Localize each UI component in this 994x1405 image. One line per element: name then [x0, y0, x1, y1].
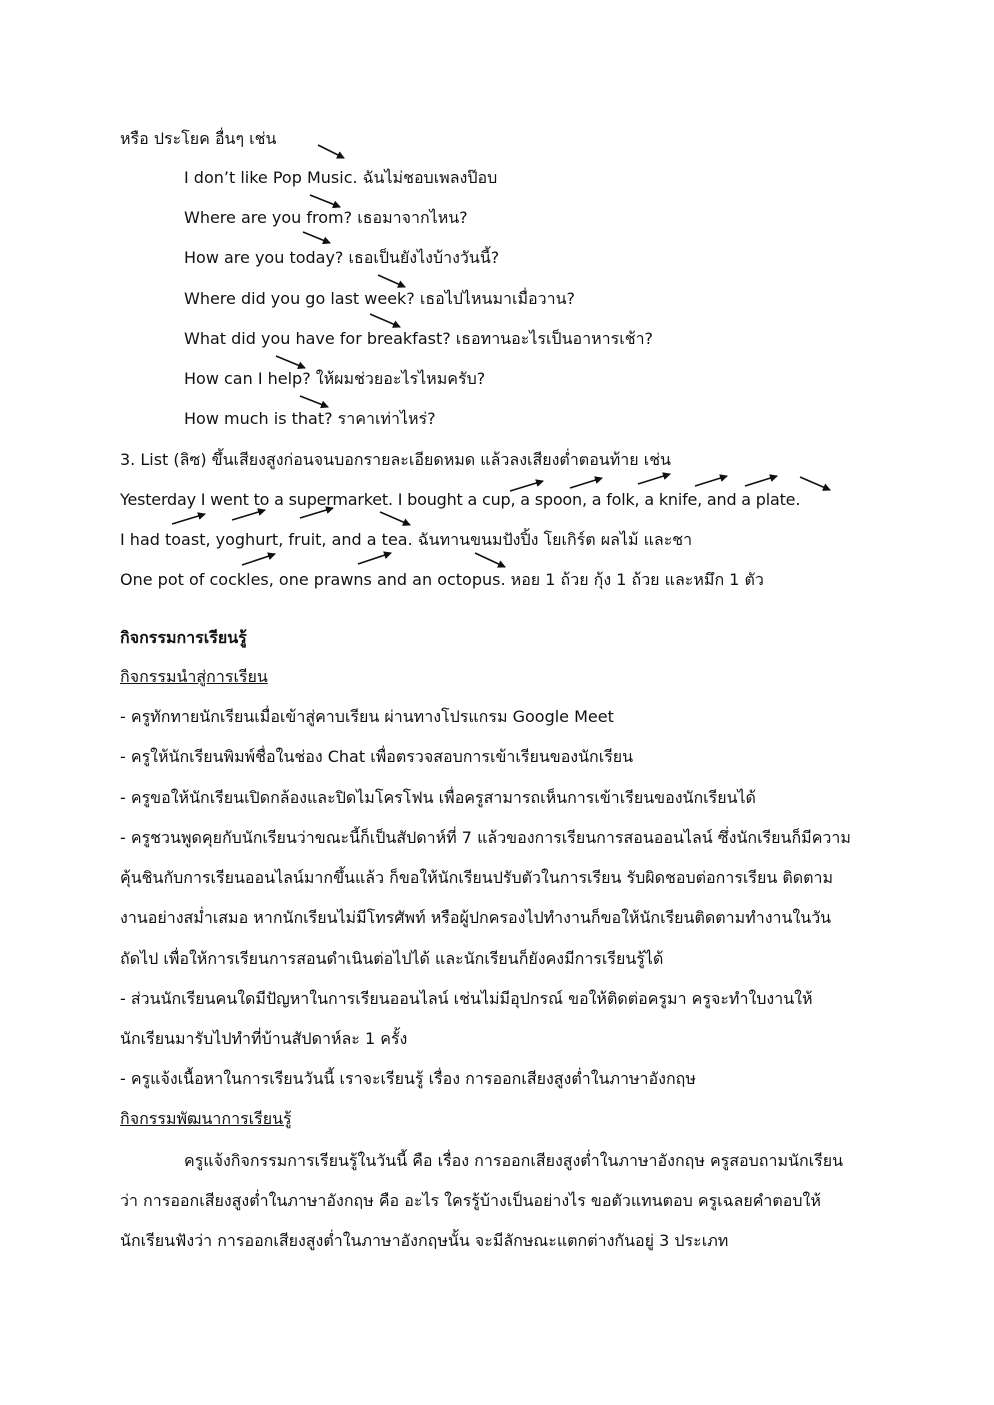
example-line: How much is that? ราคาเท่าไหร่?: [184, 409, 436, 428]
subheading-development-activity: กิจกรรมพัฒนาการเรียนรู้: [120, 1109, 292, 1128]
rising-arrow: [570, 478, 602, 488]
list-example-line: Yesterday I went to a supermarket. I bought a cup, a spoon, a folk, a knife, and a plate.: [120, 490, 801, 509]
example-line: Where did you go last week? เธอไปไหนมาเมื่อวาน?: [184, 289, 576, 308]
rising-arrow: [745, 476, 777, 486]
falling-arrow: [378, 275, 405, 287]
list-heading: 3. List (ลิซ) ขึ้นเสียงสูงก่อนจนบอกรายละเอียดหมด แล้วลงเสียงต่ำตอนท้าย เช่น: [120, 450, 671, 469]
example-line: I don’t like Pop Music. ฉันไม่ชอบเพลงป๊อบ: [184, 168, 498, 187]
falling-arrow: [300, 396, 328, 407]
example-line: How are you today? เธอเป็นยังไงบ้างวันนี้?: [184, 248, 500, 267]
section-title: กิจกรรมการเรียนรู้: [120, 628, 247, 647]
example-line: How can I help? ให้ผมช่วยอะไรไหมครับ?: [184, 369, 486, 388]
falling-arrow: [800, 477, 830, 490]
falling-arrow: [303, 232, 330, 243]
falling-arrow: [475, 553, 505, 567]
activity-bullet: - ส่วนนักเรียนคนใดมีปัญหาในการเรียนออนไลน์ เช่นไม่มีอุปกรณ์ ขอให้ติดต่อครูมา ครูจะทำใบงานให้: [120, 989, 813, 1008]
falling-arrow: [310, 195, 340, 207]
list-example-line: I had toast, yoghurt, fruit, and a tea. ฉันทานขนมปังปิ้ง โยเกิร์ต ผลไม้ และชา: [120, 530, 693, 549]
activity-bullet: - ครูขอให้นักเรียนเปิดกล้องและปิดไมโครโฟน เพื่อครูสามารถเห็นการเข้าเรียนของนักเรียนได้: [120, 788, 756, 807]
rising-arrow: [172, 514, 205, 524]
rising-arrow: [638, 474, 670, 484]
activity-bullet-continued: งานอย่างสม่ำเสมอ หากนักเรียนไม่มีโทรศัพท์ หรือผู้ปกครองไปทำงานก็ขอให้นักเรียนติดตามทำงานในวัน: [120, 908, 832, 927]
rising-arrow: [242, 554, 275, 565]
falling-arrow: [380, 512, 410, 525]
falling-arrow: [276, 356, 305, 368]
paragraph-line: ว่า การออกเสียงสูงต่ำในภาษาอังกฤษ คือ อะไร ใครรู้บ้างเป็นอย่างไร ขอตัวแทนตอบ ครูเฉลยคำตอบให้: [120, 1191, 821, 1210]
activity-bullet: - ครูชวนพูดคุยกับนักเรียนว่าขณะนี้ก็เป็นสัปดาห์ที่ 7 แล้วของการเรียนการสอนออนไลน์ ซึ่งนักเรียนก็มีความ: [120, 828, 851, 847]
activity-bullet: - ครูแจ้งเนื้อหาในการเรียนวันนี้ เราจะเรียนรู้ เรื่อง การออกเสียงสูงต่ำในภาษาอังกฤษ: [120, 1069, 696, 1088]
subheading-intro-activity: กิจกรรมนำสู่การเรียน: [120, 667, 268, 686]
rising-arrow: [232, 510, 265, 520]
example-line: Where are you from? เธอมาจากไหน?: [184, 208, 468, 227]
activity-bullet-continued: นักเรียนมารับไปทำที่บ้านสัปดาห์ละ 1 ครั้ง: [120, 1029, 408, 1048]
activity-bullet-continued: ถัดไป เพื่อให้การเรียนการสอนดำเนินต่อไปได้ และนักเรียนก็ยังคงมีการเรียนรู้ได้: [120, 949, 664, 968]
falling-arrow: [318, 145, 344, 158]
activity-bullet: - ครูทักทายนักเรียนเมื่อเข้าสู่คาบเรียน ผ่านทางโปรแกรม Google Meet: [120, 707, 614, 726]
example-line: What did you have for breakfast? เธอทานอะไรเป็นอาหารเช้า?: [184, 329, 654, 348]
list-example-line: One pot of cockles, one prawns and an octopus. หอย 1 ถ้วย กุ้ง 1 ถ้วย และหมึก 1 ตัว: [120, 570, 764, 589]
intro-line: หรือ ประโยค อื่นๆ เช่น: [120, 129, 277, 148]
rising-arrow: [358, 553, 391, 564]
rising-arrow: [695, 476, 727, 486]
paragraph-line: นักเรียนฟังว่า การออกเสียงสูงต่ำในภาษาอังกฤษนั้น จะมีลักษณะแตกต่างกันอยู่ 3 ประเภท: [120, 1231, 729, 1250]
activity-bullet: - ครูให้นักเรียนพิมพ์ชื่อในช่อง Chat เพื่อตรวจสอบการเข้าเรียนของนักเรียน: [120, 747, 634, 766]
paragraph-line: ครูแจ้งกิจกรรมการเรียนรู้ในวันนี้ คือ เรื่อง การออกเสียงสูงต่ำในภาษาอังกฤษ ครูสอบถามนักเรียน: [184, 1151, 844, 1170]
activity-bullet-continued: คุ้นชินกับการเรียนออนไลน์มากขึ้นแล้ว ก็ขอให้นักเรียนปรับตัวในการเรียน รับผิดชอบต่อการเรียน ติดตาม: [120, 868, 834, 887]
falling-arrow: [370, 314, 400, 327]
